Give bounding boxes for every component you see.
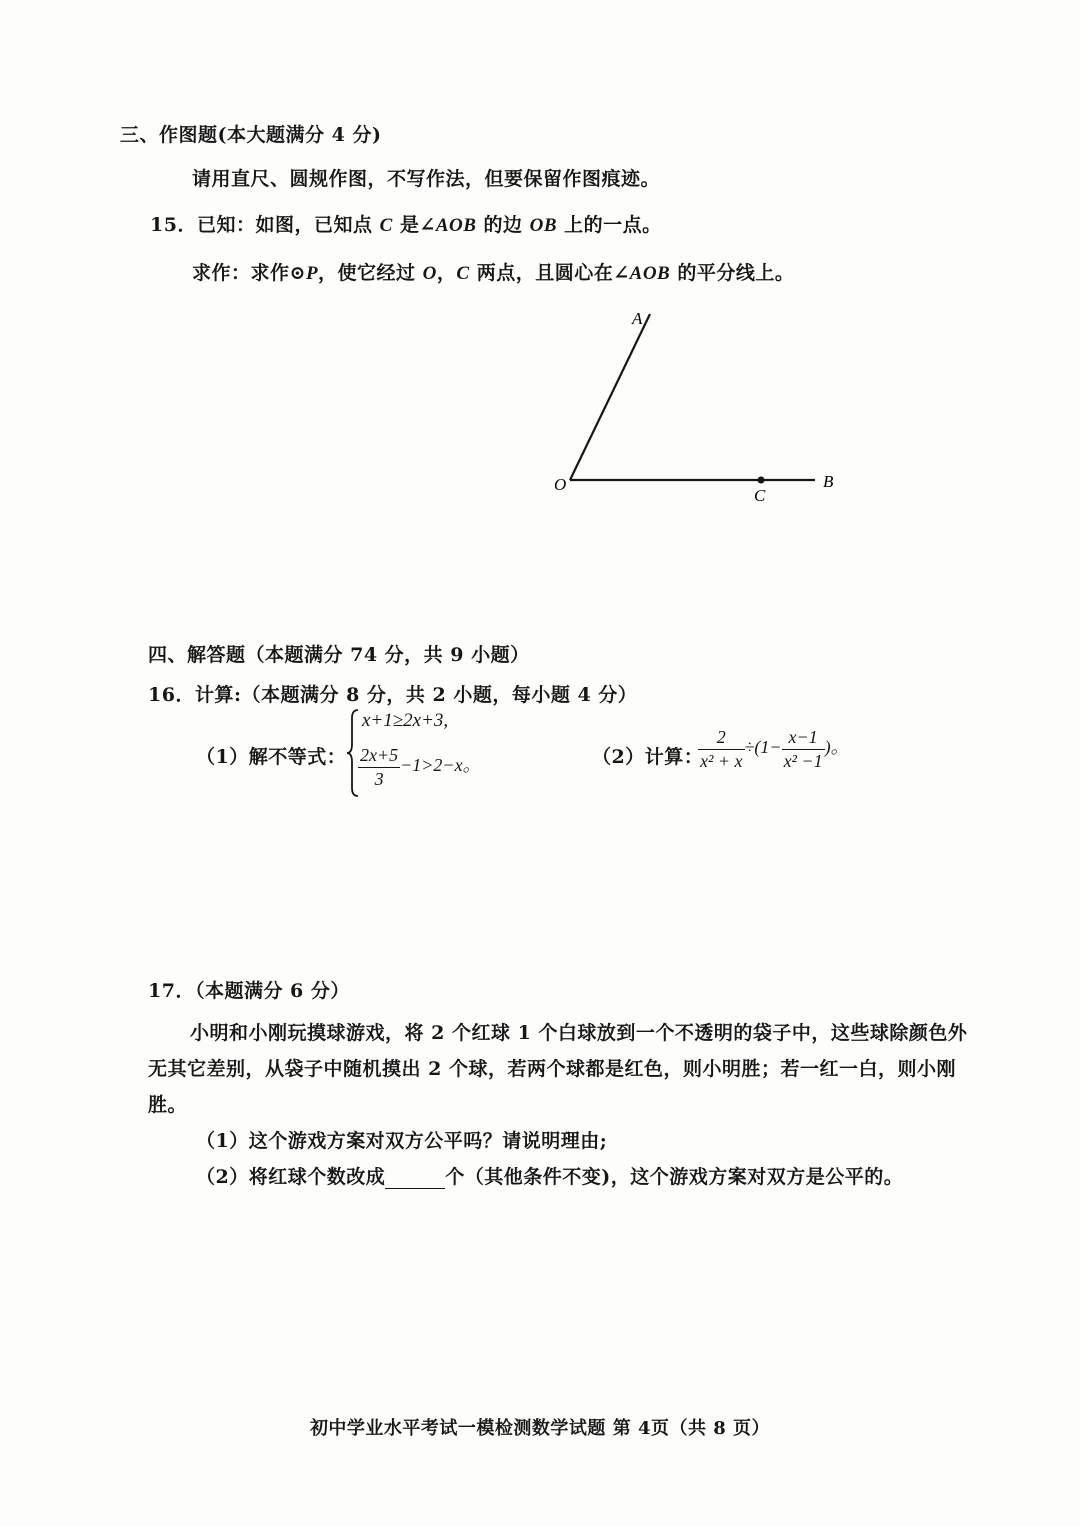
q15-task-text: 两点，且圆心在∠ — [469, 262, 630, 284]
angle-aob-figure — [540, 300, 860, 520]
q15-task — [192, 258, 794, 285]
fraction-denominator: x² + x — [700, 750, 743, 771]
fraction-2 — [782, 726, 825, 772]
q17-header: 17．（本题满分 6 分） — [148, 980, 350, 1002]
point-c-dot — [758, 477, 765, 484]
q15-given-text: 是∠ — [392, 214, 436, 236]
fraction — [358, 744, 400, 790]
q16-part2-label: （2）计算： — [592, 746, 704, 768]
q15-given-text: 上的一点。 — [557, 214, 662, 236]
q15-given — [150, 210, 662, 237]
fraction-denominator: x² −1 — [783, 750, 823, 771]
divide-operator: ÷(1− — [744, 737, 782, 758]
fraction-numerator: 2 — [698, 726, 745, 750]
q15-point-c: C — [379, 215, 393, 236]
expression-tail: )。 — [824, 737, 849, 758]
q15-point-c: C — [456, 263, 470, 284]
section3-instruction: 请用直尺、圆规作图，不写作法，但要保留作图痕迹。 — [192, 168, 661, 190]
q15-angle-aob: AOB — [435, 215, 477, 236]
q15-given-text: 如图，已知点 — [255, 214, 380, 236]
q16-inequality-1: x+1≥2x+3, — [362, 710, 449, 731]
label-a: A — [632, 309, 643, 328]
page-footer: 初中学业水平考试一模检测数学试题 第 4页（共 8 页） — [309, 1418, 771, 1439]
q15-side-ob: OB — [529, 215, 558, 236]
q15-task-text: ，使它经过 — [318, 262, 423, 284]
ray-oa — [570, 314, 650, 480]
q15-angle-aob: AOB — [629, 263, 671, 284]
label-b: B — [823, 472, 834, 491]
q17-part2 — [196, 1162, 903, 1189]
fraction-numerator: x−1 — [782, 726, 825, 750]
q17-part2-post: 个（其他条件不变)，这个游戏方案对双方是公平的。 — [445, 1166, 904, 1188]
q17-body-line3: 胜。 — [148, 1094, 188, 1116]
q17-body-line2: 无其它差别，从袋子中随机摸出 2 个球，若两个球都是红色，则小明胜；若一红一白，则小刚 — [148, 1058, 956, 1080]
q17-part2-pre: （2）将红球个数改成 — [196, 1166, 386, 1188]
q15-given-label: 已知： — [196, 214, 256, 236]
q16-header: 16．计算:（本题满分 8 分，共 2 小题，每小题 4 分） — [148, 684, 638, 706]
fraction-1 — [698, 726, 745, 772]
q16-inequality-2 — [358, 744, 481, 790]
answer-blank[interactable] — [385, 1170, 445, 1189]
q15-given-text: 的边 — [476, 214, 530, 236]
label-c: C — [754, 486, 766, 505]
q15-number: 15． — [150, 214, 197, 236]
q17-part1: （1）这个游戏方案对双方公平吗？请说明理由; — [196, 1130, 608, 1152]
q16-expression — [698, 726, 849, 772]
label-o: O — [554, 475, 567, 494]
q15-task-text: ， — [436, 262, 457, 284]
q15-task-text: 的平分线上。 — [670, 262, 795, 284]
q17-body-line1: 小明和小刚玩摸球游戏，将 2 个红球 1 个白球放到一个不透明的袋子中，这些球除颜色外 — [190, 1022, 968, 1044]
q15-task-label: 求作： — [192, 262, 251, 284]
q15-task-text: 求作⊙ — [250, 262, 306, 284]
section3-title: 三、作图题(本大题满分 4 分) — [120, 124, 382, 146]
section4-title: 四、解答题（本题满分 74 分，共 9 小题） — [148, 644, 530, 666]
fraction-numerator: 2x+5 — [358, 744, 400, 768]
inequality-tail: −1>2−x。 — [400, 755, 481, 776]
fraction-denominator: 3 — [374, 768, 384, 789]
q15-circle-p: P — [305, 263, 319, 284]
q16-part1-label: （1）解不等式： — [196, 746, 347, 768]
q15-point-o: O — [422, 263, 437, 284]
